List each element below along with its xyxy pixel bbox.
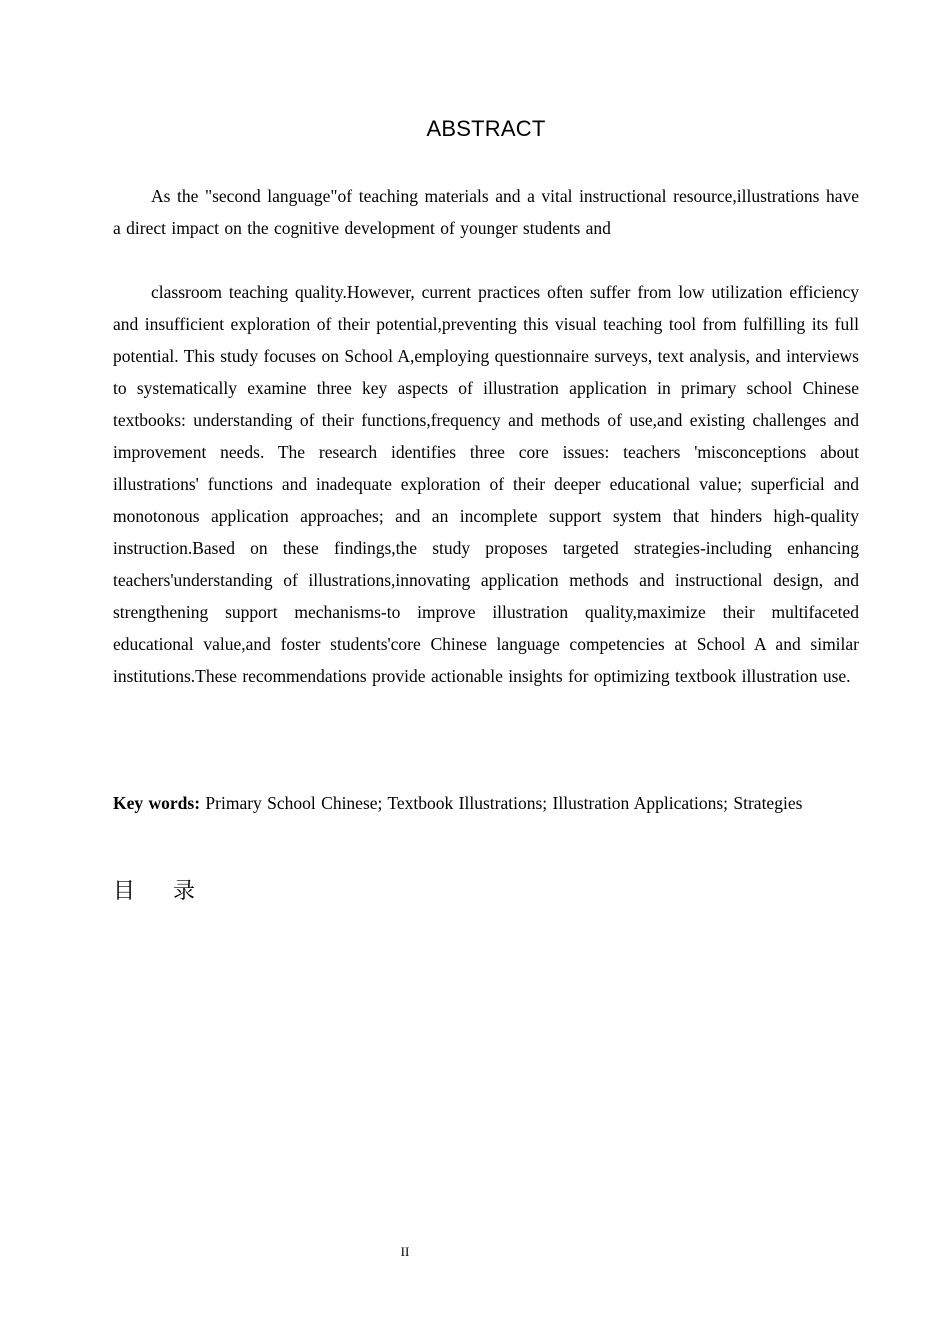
abstract-paragraph-1 [113, 180, 859, 244]
keywords-label: Key words: [113, 793, 201, 813]
keywords-value: Primary School Chinese; Textbook Illustrations; Illustration Applications; Strategies [205, 793, 803, 813]
keywords-line [113, 787, 859, 819]
abstract-paragraph-1-text: As the "second language"of teaching materials and a vital instructional resource,illustrations have a direct impact on the cognitive development of younger students and [113, 186, 859, 238]
abstract-title: ABSTRACT [426, 116, 546, 141]
abstract-paragraph-2: classroom teaching quality.However, current practices often suffer from low utilization efficiency and insufficient exploration of their potential,preventing this visual teaching tool from fulfilling its full potential. This study focuses on School A,employing questionnaire surveys, text analysis, and interviews to systematically examine three key aspects of illustration application in primary school Chinese textbooks: understanding of their functions,frequency and methods of use,and existing challenges and improvement needs. The research identifies three core issues: teachers 'misconceptions about illustrations' functions and inadequate exploration of their deeper educational value; superficial and monotonous application approaches; and an incomplete support system that hinders high-quality instruction.Based on these findings,the study proposes targeted strategies-including enhancing teachers'understanding of illustrations,innovating application methods and instructional design, and strengthening support mechanisms-to improve illustration quality,maximize their multifaceted educational value,and foster students'core Chinese language competencies at School A and similar institutions.These recommendations provide actionable insights for optimizing textbook illustration use. [113, 282, 859, 686]
table-of-contents-heading: 目录 [113, 879, 234, 904]
page-number: II [400, 1244, 410, 1259]
